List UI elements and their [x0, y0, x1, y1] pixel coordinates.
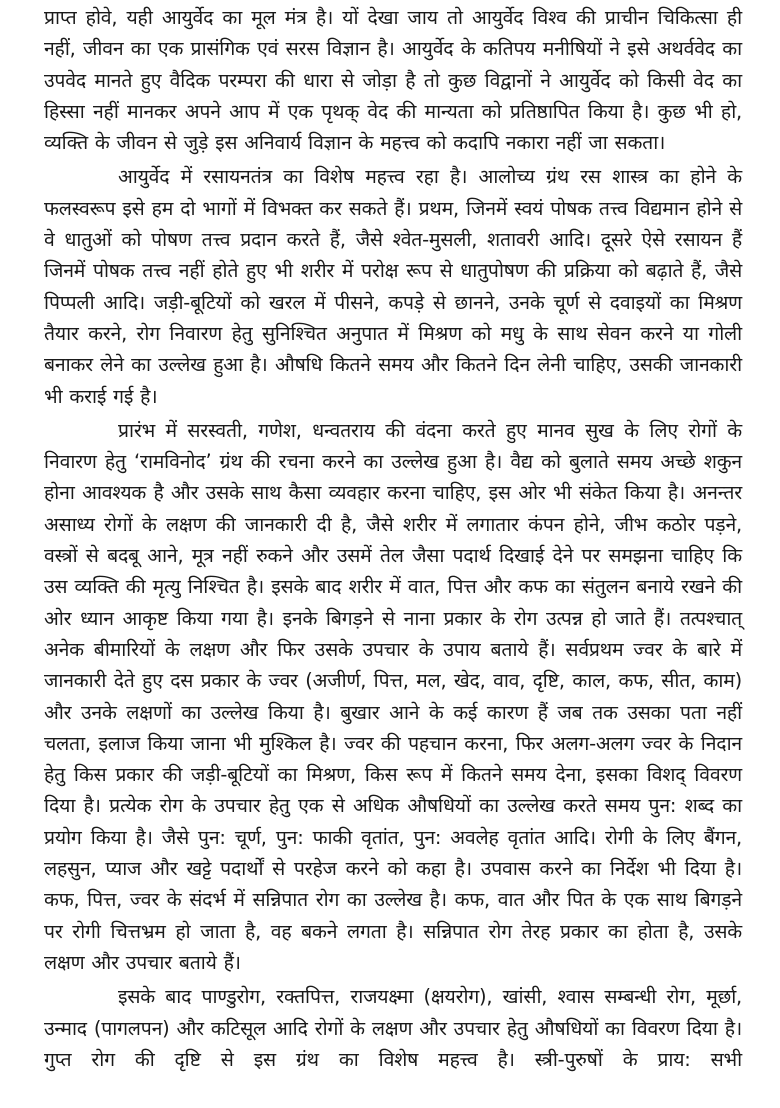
paragraph-ayurveda-intro: प्राप्त होवे, यही आयुर्वेद का मूल मंत्र है। यों देखा जाय तो आयुर्वेद विश्व की प्राचीन चिकित्सा ही नहीं, जीवन का एक प्रासंगिक एवं सरस विज्ञान है। आयुर्वेद के कतिपय मनीषियों ने इसे अथर्ववेद का उपवेद मानते हुए वैदिक परम्परा की धारा से जोड़ा है तो कुछ विद्वानों ने आयुर्वेद को किसी वेद का हिस्सा नहीं मानकर अपने आप में एक पृथक् वेद की मान्यता को प्रतिष्ठापित किया है। कुछ भी हो, व्यक्ति के जीवन से जुड़े इस अनिवार्य विज्ञान के महत्त्व को कदापि नकारा नहीं जा सकता। [44, 6, 742, 155]
paragraph-rasayan-tantra: आयुर्वेद में रसायनतंत्र का विशेष महत्त्व रहा है। आलोच्य ग्रंथ रस शास्त्र का होने के फलस्वरूप इसे हम दो भागों में विभक्त कर सकते हैं। प्रथम, जिनमें स्वयं पोषक तत्त्व विद्यमान होने से वे धातुओं को पोषण तत्त्व प्रदान करते हैं, जैसे श्वेत-मुसली, शतावरी आदि। दूसरे ऐसे रसायन हैं जिनमें पोषक तत्त्व नहीं होते हुए भी शरीर में परोक्ष रूप से धातुपोषण की प्रक्रिया को बढ़ाते हैं, जैसे पिप्पली आदि। जड़ी-बूटियों को खरल में पीसने, कपड़े से छानने, उनके चूर्ण से दवाइयों का मिश्रण तैयार करने, रोग निवारण हेतु सुनिश्चित अनुपात में मिश्रण को मधु के साथ सेवन करने या गोली बनाकर लेने का उल्लेख हुआ है। औषधि कितने समय और कितने दिन लेनी चाहिए, उसकी जानकारी भी कराई गई है। [44, 165, 742, 408]
document-page [44, 2, 742, 1078]
paragraph-ramvinod-diseases: प्रारंभ में सरस्वती, गणेश, धन्वतराय की वंदना करते हुए मानव सुख के लिए रोगों के निवारण हेतु ‘रामविनोद’ ग्रंथ की रचना करने का उल्लेख हुआ है। वैद्य को बुलाते समय अच्छे शकुन होना आवश्यक है और उसके साथ कैसा व्यवहार करना चाहिए, इस ओर भी संकेत किया है। अनन्तर असाध्य रोगों के लक्षण की जानकारी दी है, जैसे शरीर में लगातार कंपन होने, जीभ कठोर पड़ने, वस्त्रों से बदबू आने, मूत्र नहीं रुकने और उसमें तेल जैसा पदार्थ दिखाई देने पर समझना चाहिए कि उस व्यक्ति की मृत्यु निश्चित है। इसके बाद शरीर में वात, पित्त और कफ का संतुलन बनाये रखने की ओर ध्यान आकृष्ट किया गया है। इनके बिगड़ने से नाना प्रकार के रोग उत्पन्न हो जाते हैं। तत्पश्चात् अनेक बीमारियों के लक्षण और फिर उसके उपचार के उपाय बताये हैं। सर्वप्रथम ज्वर के बारे में जानकारी देते हुए दस प्रकार के ज्वर (अजीर्ण, पित्त, मल, खेद, वाव, दृष्टि, काल, कफ, सीत, काम) और उनके लक्षणों का उल्लेख किया है। बुखार आने के कई कारण हैं जब तक उसका पता नहीं चलता, इलाज किया जाना भी मुश्किल है। ज्वर की पहचान करना, फिर अलग-अलग ज्वर के निदान हेतु किस प्रकार की जड़ी-बूटियों का मिश्रण, किस रूप में कितने समय देना, इसका विशद् विवरण दिया है। प्रत्येक रोग के उपचार हेतु एक से अधिक औषधियों का उल्लेख करते समय पुन: शब्द का प्रयोग किया है। जैसे पुन: चूर्ण, पुन: फाकी वृतांत, पुन: अवलेह वृतांत आदि। रोगी के लिए बैंगन, लहसुन, प्याज और खट्टे पदार्थों से परहेज करने को कहा है। उपवास करने का निर्देश भी दिया है। कफ, पित्त, ज्वर के संदर्भ में सन्निपात रोग का उल्लेख है। कफ, वात और पित के एक साथ बिगड़ने पर रोगी चित्तभ्रम हो जाता है, वह बकने लगता है। सन्निपात रोग तेरह प्रकार का होता है, उसके लक्षण और उपचार बताये हैं। [44, 418, 742, 974]
paragraph-other-diseases: इसके बाद पाण्डुरोग, रक्तपित्त, राजयक्ष्मा (क्षयरोग), खांसी, श्वास सम्बन्धी रोग, मूर्छा, उन्माद (पागलपन) और कटिसूल आदि रोगों के लक्षण और उपचार हेतु औषधियों का विवरण दिया है। गुप्त रोग की दृष्टि से इस ग्रंथ का विशेष महत्त्व है। स्त्री-पुरुषों के प्राय: सभी [44, 985, 742, 1071]
